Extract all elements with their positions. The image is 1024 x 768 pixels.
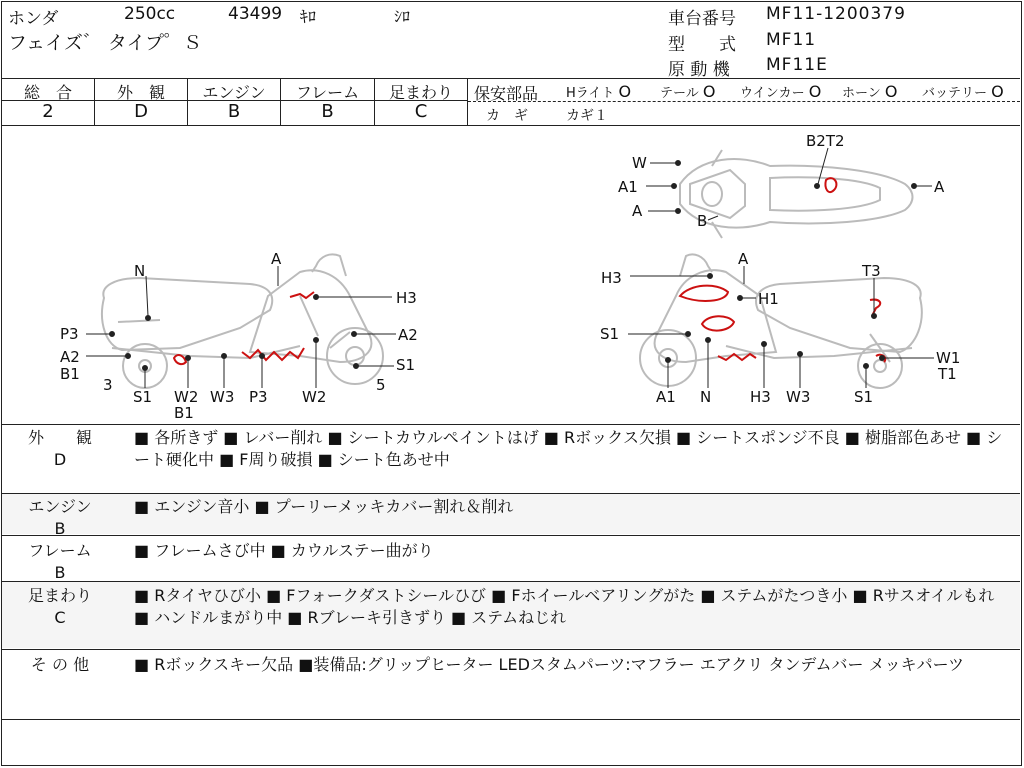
label-left-s1-right: S1 — [396, 356, 416, 374]
grid-line — [2, 424, 1020, 425]
mileage: 43499 — [228, 4, 283, 24]
remark-label-other: そ の 他 — [30, 655, 90, 674]
type-value: MF11 — [766, 30, 817, 50]
label-left-3: 3 — [103, 376, 113, 394]
safety-item-battery: バッテリー O — [922, 82, 1004, 101]
grade-value-overall: 2 — [42, 101, 54, 122]
label-left-w2: W2 — [174, 388, 199, 406]
damage-mark — [702, 316, 734, 330]
label-left-b1: B1 — [60, 365, 80, 383]
label-right-n: N — [700, 388, 712, 406]
grid-line — [2, 649, 1020, 650]
label-left-a2: A2 — [60, 348, 80, 366]
grade-value-engine: B — [227, 101, 241, 122]
displacement: 250cc — [124, 4, 176, 24]
mileage-unit: ｷﾛ — [300, 7, 317, 26]
label-left-5: 5 — [376, 376, 386, 394]
grade-value-exterior: D — [134, 101, 148, 122]
label-right-a1: A1 — [656, 388, 676, 406]
damage-mark — [290, 292, 314, 298]
engine-label: 原 動 機 — [668, 60, 730, 80]
label-top-a1: A1 — [618, 178, 638, 196]
label-right-s1: S1 — [854, 388, 874, 406]
label-top-b2t2: B2T2 — [806, 132, 845, 150]
grade-label-overall: 総 合 — [23, 83, 72, 102]
label-right-w1: W1 — [936, 349, 961, 367]
label-top-b: B — [697, 212, 708, 230]
label-left-p3: P3 — [60, 325, 79, 343]
label-left-w3: W3 — [210, 388, 235, 406]
label-left-a2-right: A2 — [398, 326, 418, 344]
label-left-p3-bottom: P3 — [249, 388, 268, 406]
frame-no: MF11-1200379 — [766, 4, 906, 24]
safety-item-headlight: Hライト O — [566, 82, 632, 101]
grade-label-exterior: 外 観 — [116, 83, 165, 102]
label-right-h3-bottom: H3 — [750, 388, 771, 406]
grade-value-frame: B — [321, 101, 334, 122]
remark-label-engine: エンジン B — [28, 497, 92, 538]
remark-text-other: ■ Rボックスキー欠品 ■装備品:グリップヒーター LEDスタムパーツ:マフラー エアクリ タンデムバー メッキパーツ — [134, 655, 964, 674]
maker: ホンダ — [8, 9, 59, 29]
label-right-h1: H1 — [758, 290, 779, 308]
frame-no-label: 車台番号 — [668, 9, 736, 29]
safety-label: 保安部品 — [474, 84, 539, 103]
grid-line — [467, 78, 468, 125]
type-label: 型 式 — [668, 35, 736, 55]
label-right-t1: T1 — [938, 365, 957, 383]
left-view-front — [250, 270, 371, 362]
label-top-a-left: A — [632, 202, 643, 220]
label-right-s1-left: S1 — [600, 325, 620, 343]
remark-text-frame: ■ フレームさび中 ■ カウルステー曲がり — [134, 541, 434, 560]
remark-label-frame: フレーム B — [28, 541, 92, 582]
damage-diagram — [0, 126, 1024, 424]
color: ｼﾛ — [394, 7, 411, 26]
remark-label-suspension: 足まわり C — [27, 586, 92, 627]
label-left-w2-bottom: W2 — [302, 388, 327, 406]
remark-text-suspension: ■ Rタイヤひび小 ■ Fフォークダストシールひび ■ Fホイールベアリングがた ■ ステムがたつき小 ■ Rサスオイルもれ ■ ハンドルまがり中 ■ Rブレーキ引きずり ■ ステムねじれ — [134, 586, 995, 627]
label-left-n: N — [134, 262, 146, 280]
key-label: カ ギ — [486, 108, 528, 124]
remark-label-exterior: 外 観 D — [27, 428, 92, 469]
grade-label-suspension: 足まわり — [388, 83, 453, 102]
grid-line — [2, 719, 1020, 720]
label-top-w: W — [632, 154, 647, 172]
label-right-t3: T3 — [862, 262, 881, 280]
label-left-a-top: A — [271, 250, 282, 268]
label-right-h3: H3 — [601, 269, 622, 287]
safety-item-tail: テール O — [660, 82, 716, 101]
engine-value: MF11E — [766, 55, 828, 75]
grade-label-engine: エンジン — [202, 83, 266, 102]
grade-value-suspension: C — [414, 101, 428, 122]
model-name: フェイズ゛ タイプ゜Ｓ — [8, 32, 202, 54]
label-left-s1: S1 — [133, 388, 153, 406]
label-top-a-right: A — [934, 178, 945, 196]
safety-item-horn: ホーン O — [842, 82, 898, 101]
damage-mark — [825, 178, 836, 192]
grade-label-frame: フレーム — [295, 83, 360, 102]
right-view-rear — [756, 278, 922, 352]
grid-line — [2, 581, 1020, 582]
label-left-h3: H3 — [396, 289, 417, 307]
safety-item-winker: ウインカー O — [740, 82, 822, 101]
grid-line — [468, 101, 1020, 102]
grid-line — [2, 535, 1020, 536]
label-left-b1-bottom: B1 — [174, 404, 194, 422]
grid-line — [2, 493, 1020, 494]
left-view-rear — [102, 278, 272, 350]
label-right-w3: W3 — [786, 388, 811, 406]
key-value: カギ１ — [566, 108, 608, 124]
damage-mark — [680, 286, 728, 301]
remark-text-exterior: ■ 各所きず ■ レバー削れ ■ シートカウルペイントはげ ■ Rボックス欠損 ■ シートスポンジ不良 ■ 樹脂部色あせ ■ シート硬化中 ■ F周り破損 ■ シート色あせ中 — [134, 428, 1003, 469]
grid-line — [2, 78, 1020, 79]
label-right-a-top: A — [738, 250, 749, 268]
remark-text-engine: ■ エンジン音小 ■ プーリーメッキカバー割れ＆削れ — [134, 497, 514, 516]
